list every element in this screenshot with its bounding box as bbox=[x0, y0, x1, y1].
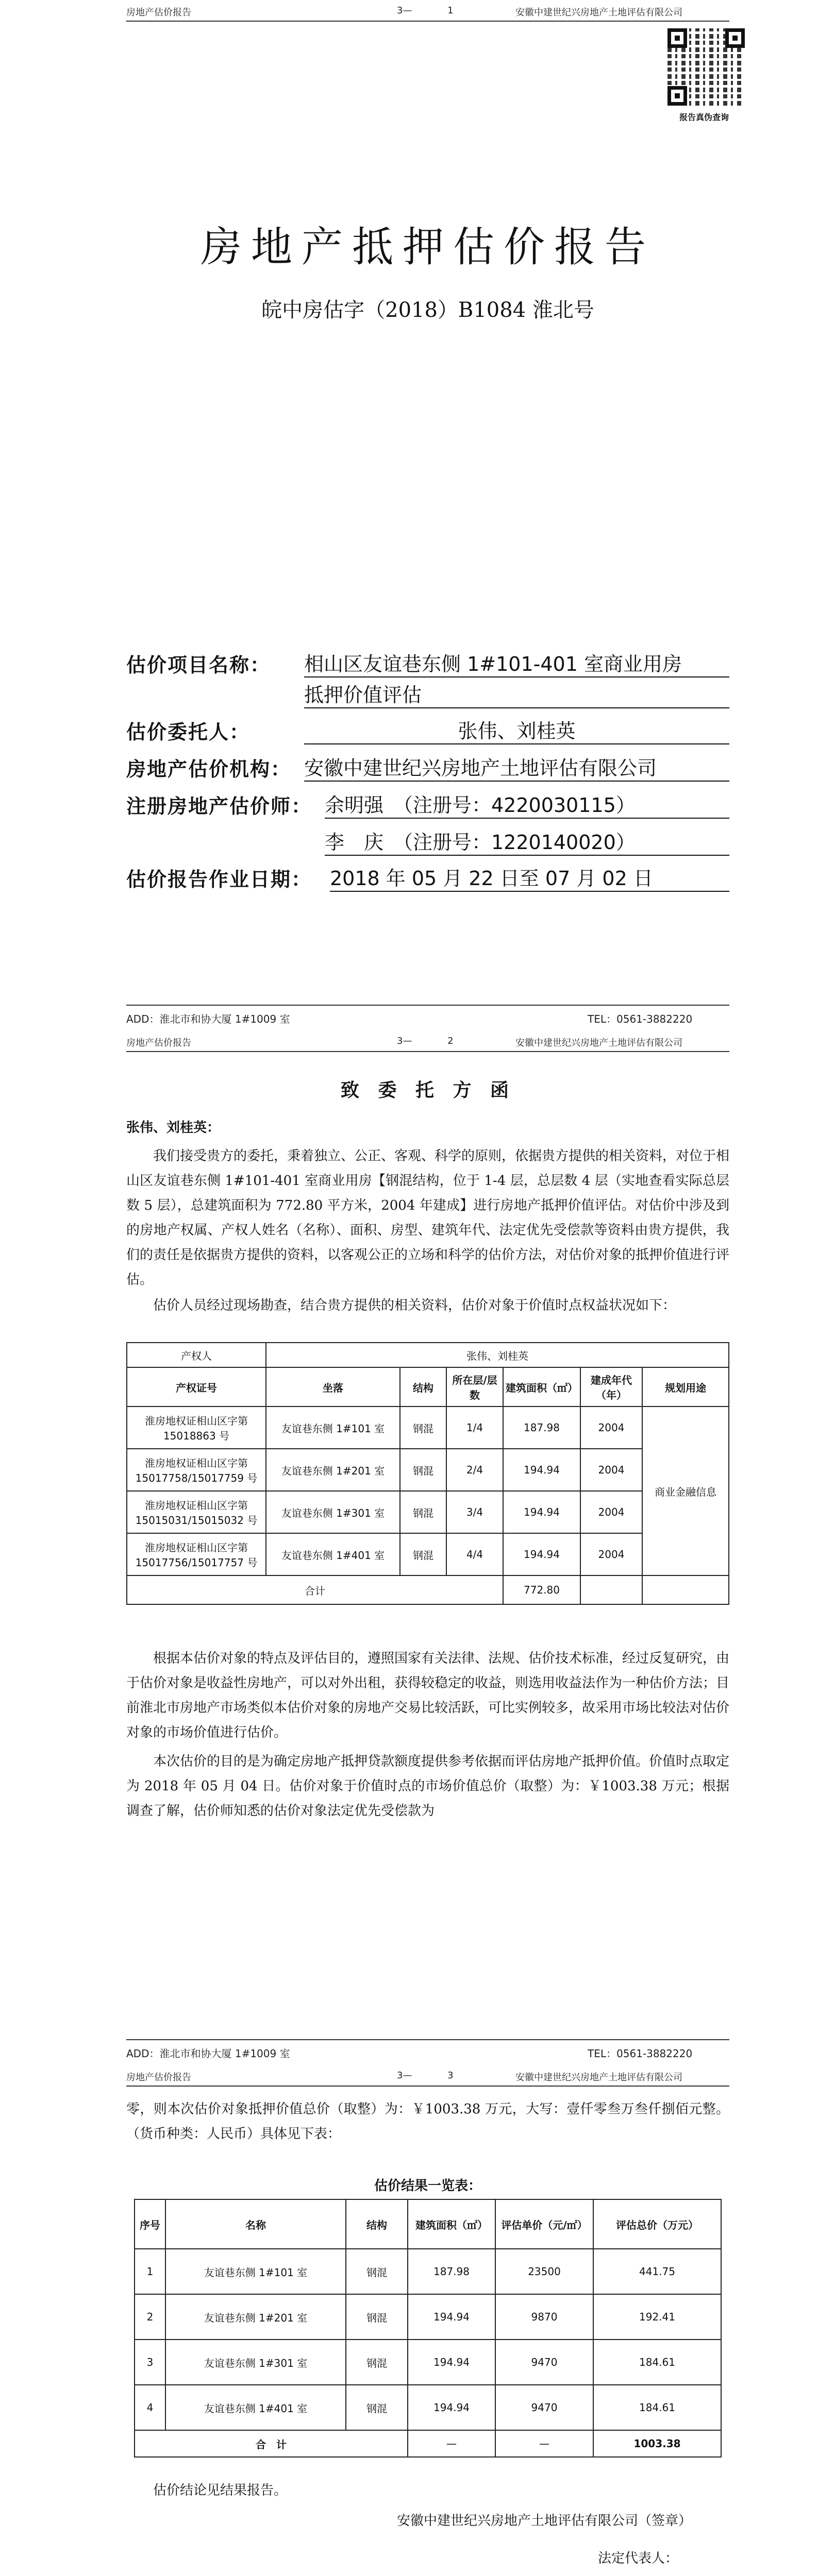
page-header-company: 安徽中建世纪兴房地产土地评估有限公司 bbox=[515, 7, 682, 18]
table-cell: 194.94 bbox=[408, 2340, 495, 2385]
table-cell: 2 bbox=[135, 2294, 165, 2340]
table-cell: 友谊巷东侧 1#201 室 bbox=[266, 1449, 400, 1491]
total-value: 1003.38 bbox=[593, 2430, 721, 2457]
table-cell: 187.98 bbox=[503, 1406, 580, 1449]
header-rule bbox=[126, 21, 729, 22]
table-row bbox=[127, 1406, 729, 1449]
table-total-row bbox=[127, 1575, 729, 1604]
letter-title: 致 委 托 方 函 bbox=[340, 1079, 515, 1101]
table-header: 结构 bbox=[346, 2199, 408, 2249]
table-cell: 184.61 bbox=[593, 2340, 721, 2385]
table-header: 坐落 bbox=[266, 1367, 400, 1406]
conclusion-note: 估价结论见结果报告。 bbox=[153, 2483, 288, 2498]
table-row bbox=[127, 1491, 729, 1533]
page-header-left: 房地产估价报告 bbox=[126, 2072, 191, 2083]
agency-value: 安徽中建世纪兴房地产土地评估有限公司 bbox=[304, 752, 729, 782]
table-cell: 淮房地权证相山区字第 15017758/15017759 号 bbox=[127, 1449, 266, 1491]
table-cell: 194.94 bbox=[503, 1449, 580, 1491]
signature-company: 安徽中建世纪兴房地产土地评估有限公司（签章） bbox=[397, 2513, 692, 2529]
table-cell: 钢混 bbox=[400, 1491, 446, 1533]
property-rights-table bbox=[126, 1342, 729, 1605]
project-name-value-2: 抵押价值评估 bbox=[304, 679, 729, 708]
table-cell: 淮房地权证相山区字第 15015031/15015032 号 bbox=[127, 1491, 266, 1533]
report-number: 皖中房估字（2018）B1084 淮北号 bbox=[261, 298, 594, 322]
client-label: 估价委托人： bbox=[126, 721, 251, 743]
table-cell: 2/4 bbox=[446, 1449, 503, 1491]
table-cell: 友谊巷东侧 1#201 室 bbox=[165, 2294, 346, 2340]
table-header: 建成年代（年） bbox=[580, 1367, 642, 1406]
table-cell: 194.94 bbox=[408, 2294, 495, 2340]
page-header-company: 安徽中建世纪兴房地产土地评估有限公司 bbox=[515, 1038, 682, 1048]
table-cell: 1/4 bbox=[446, 1406, 503, 1449]
table-cell: 194.94 bbox=[503, 1533, 580, 1575]
result-paragraph: 零，则本次估价对象抵押价值总价（取整）为：￥1003.38 万元，大写：壹仟零叁万叁仟捌佰元整。（货币种类：人民币）具体见下表： bbox=[126, 2102, 729, 2142]
table-header: 名称 bbox=[165, 2199, 346, 2249]
letter-paragraph-2: 估价人员经过现场勘查，结合贵方提供的相关资料，估价对象于价值时点权益状况如下： bbox=[153, 1298, 676, 1313]
table-cell: 184.61 bbox=[593, 2385, 721, 2430]
table-cell: 钢混 bbox=[346, 2294, 408, 2340]
table-cell: 2004 bbox=[580, 1449, 642, 1491]
table-cell: 3/4 bbox=[446, 1491, 503, 1533]
appraiser-label: 注册房地产估价师： bbox=[126, 795, 312, 818]
footer-address: ADD：淮北市和协大厦 1#1009 室 bbox=[126, 1013, 290, 1025]
page-header-left: 房地产估价报告 bbox=[126, 1038, 191, 1048]
result-table-title: 估价结果一览表： bbox=[374, 2178, 481, 2194]
table-cell: 钢混 bbox=[400, 1533, 446, 1575]
table-cell: 4/4 bbox=[446, 1533, 503, 1575]
project-name-value: 相山区友谊巷东侧 1#101-401 室商业用房 bbox=[304, 648, 729, 677]
total-label: 合计 bbox=[127, 1575, 503, 1604]
planned-use-cell: 商业金融信息 bbox=[642, 1406, 729, 1575]
header-rule bbox=[126, 1051, 729, 1052]
letter-paragraph-4: 本次估价的目的是为确定房地产抵押贷款额度提供参考依据而评估房地产抵押价值。价值时点取定为 2018 年 05 月 04 日。估价对象于价值时点的市场价值总价（取整）为：￥1003.38 万元；根据调查了解，估价师知悉的估价对象法定优先受偿款为 bbox=[126, 1754, 730, 1819]
work-date-value: 2018 年 05 月 22 日至 07 月 02 日 bbox=[330, 862, 729, 892]
table-row bbox=[135, 2294, 721, 2340]
page-header-left: 房地产估价报告 bbox=[126, 7, 191, 18]
table-cell: 23500 bbox=[495, 2249, 593, 2294]
table-cell: 2004 bbox=[580, 1491, 642, 1533]
table-cell: 441.75 bbox=[593, 2249, 721, 2294]
total-area: 772.80 bbox=[503, 1575, 580, 1604]
table-cell: 钢混 bbox=[346, 2249, 408, 2294]
table-row bbox=[135, 2385, 721, 2430]
appraiser-value-1: 余明强 （注册号：4220030115） bbox=[325, 789, 729, 819]
owner-label: 产权人 bbox=[127, 1343, 266, 1367]
table-cell: 2004 bbox=[580, 1533, 642, 1575]
footer-tel: TEL：0561-3882220 bbox=[588, 2047, 693, 2060]
project-name-label: 估价项目名称： bbox=[126, 654, 271, 676]
footer-address: ADD：淮北市和协大厦 1#1009 室 bbox=[126, 2047, 290, 2060]
table-cell: 友谊巷东侧 1#401 室 bbox=[266, 1533, 400, 1575]
total-price-dash: — bbox=[495, 2430, 593, 2457]
table-cell: 友谊巷东侧 1#101 室 bbox=[266, 1406, 400, 1449]
table-cell: 187.98 bbox=[408, 2249, 495, 2294]
letter-paragraph-3: 根据本估价对象的特点及评估目的，遵照国家有关法律、法规、估价技术标准，经过反复研究，由于估价对象是收益性房地产，可以对外出租，获得较稳定的收益，则选用收益法作为一种估价方法；目前淮北市房地产市场类似本估价对象的房地产交易比较活跃，可比实例较多，故采用市场比较法对估价对象的市场价值进行估价。 bbox=[126, 1651, 730, 1740]
page-number: 3— 2 bbox=[397, 1036, 454, 1046]
table-cell: 1 bbox=[135, 2249, 165, 2294]
footer-rule bbox=[126, 2039, 729, 2040]
table-cell: 友谊巷东侧 1#301 室 bbox=[165, 2340, 346, 2385]
table-cell: 194.94 bbox=[503, 1491, 580, 1533]
table-header: 结构 bbox=[400, 1367, 446, 1406]
page-number: 3— 1 bbox=[397, 5, 454, 16]
letter-salutation: 张伟、刘桂英： bbox=[126, 1120, 221, 1136]
table-cell: 友谊巷东侧 1#301 室 bbox=[266, 1491, 400, 1533]
total-label: 合 计 bbox=[135, 2430, 408, 2457]
table-header: 评估总价（万元） bbox=[593, 2199, 721, 2249]
footer-tel: TEL：0561-3882220 bbox=[588, 1013, 693, 1025]
table-cell: 3 bbox=[135, 2340, 165, 2385]
table-header: 所在层/层数 bbox=[446, 1367, 503, 1406]
table-cell: 钢混 bbox=[346, 2340, 408, 2385]
table-row bbox=[135, 2340, 721, 2385]
table-header: 建筑面积（㎡） bbox=[503, 1367, 580, 1406]
table-header: 规划用途 bbox=[642, 1367, 729, 1406]
page-number: 3— 3 bbox=[397, 2070, 454, 2081]
table-row bbox=[127, 1449, 729, 1491]
table-row bbox=[127, 1533, 729, 1575]
table-header: 评估单价（元/㎡） bbox=[495, 2199, 593, 2249]
table-header: 序号 bbox=[135, 2199, 165, 2249]
agency-label: 房地产估价机构： bbox=[126, 758, 292, 781]
owner-value: 张伟、刘桂英 bbox=[266, 1343, 729, 1367]
table-cell: 192.41 bbox=[593, 2294, 721, 2340]
table-cell: 钢混 bbox=[346, 2385, 408, 2430]
result-table bbox=[134, 2199, 722, 2458]
table-total-row bbox=[135, 2430, 721, 2457]
qr-caption: 报告真伪查询 bbox=[679, 112, 729, 122]
signature-representative: 法定代表人： bbox=[598, 2551, 679, 2566]
table-cell: 友谊巷东侧 1#401 室 bbox=[165, 2385, 346, 2430]
table-row bbox=[135, 2249, 721, 2294]
table-cell: 9870 bbox=[495, 2294, 593, 2340]
report-title: 房地产抵押估价报告 bbox=[201, 223, 655, 271]
appraiser-value-2: 李 庆 （注册号：1220140020） bbox=[325, 826, 729, 856]
letter-paragraph-1: 我们接受贵方的委托，秉着独立、公正、客观、科学的原则，依据贵方提供的相关资料，对位于相山区友谊巷东侧 1#101-401 室商业用房【钢混结构，位于 1-4 层，总层数 4 层（实地查看实际总层数 5 层），总建筑面积为 772.80 平方米，2004 年建成】进行房地产抵押价值评估。对估价中涉及到的房地产权属、产权人姓名（名称）、面积、房型、建筑年代、法定优先受偿款等资料由贵方提供，我们的责任是依据贵方提供的资料，以客观公正的立场和科学的估价方法，对估价对象的抵押价值进行评估。 bbox=[126, 1148, 730, 1287]
footer-rule bbox=[126, 1005, 729, 1006]
table-cell: 钢混 bbox=[400, 1406, 446, 1449]
table-cell: 4 bbox=[135, 2385, 165, 2430]
table-cell: 钢混 bbox=[400, 1449, 446, 1491]
page-header-company: 安徽中建世纪兴房地产土地评估有限公司 bbox=[515, 2072, 682, 2083]
table-cell: 淮房地权证相山区字第 15017756/15017757 号 bbox=[127, 1533, 266, 1575]
table-cell: 友谊巷东侧 1#101 室 bbox=[165, 2249, 346, 2294]
table-header: 建筑面积（㎡） bbox=[408, 2199, 495, 2249]
table-header: 产权证号 bbox=[127, 1367, 266, 1406]
table-cell: 2004 bbox=[580, 1406, 642, 1449]
work-date-label: 估价报告作业日期： bbox=[126, 868, 312, 891]
header-rule bbox=[126, 2086, 729, 2087]
table-cell: 9470 bbox=[495, 2385, 593, 2430]
total-area-dash: — bbox=[408, 2430, 495, 2457]
table-cell: 淮房地权证相山区字第 15018863 号 bbox=[127, 1406, 266, 1449]
client-value: 张伟、刘桂英 bbox=[304, 715, 729, 744]
table-cell: 194.94 bbox=[408, 2385, 495, 2430]
table-cell: 9470 bbox=[495, 2340, 593, 2385]
